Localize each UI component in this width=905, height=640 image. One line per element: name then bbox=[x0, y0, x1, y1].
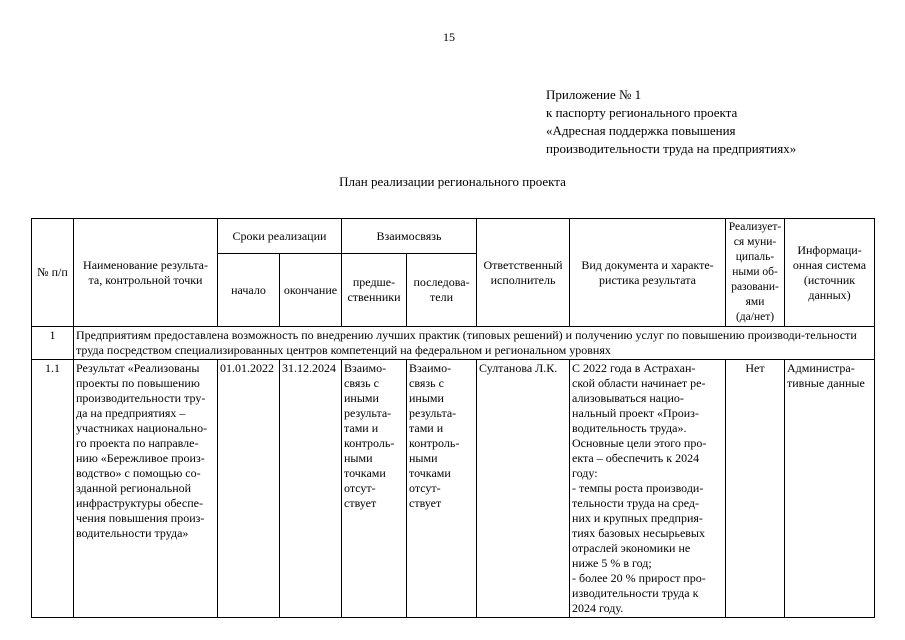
header-name: Наименование результа- та, контрольной точки bbox=[74, 219, 218, 327]
page-number: 15 bbox=[443, 30, 455, 44]
appendix-caption bbox=[546, 86, 796, 158]
implementation-plan-table bbox=[31, 218, 875, 618]
plan-title: План реализации регионального проекта bbox=[339, 174, 566, 189]
appendix-line-2: к паспорту регионального проекта bbox=[546, 105, 738, 120]
row-predecessors: Взаимо- связь с иными результа- тами и контроль- ными точками отсут- ствует bbox=[342, 360, 407, 618]
appendix-line-4: производительности труда на предприятиях» bbox=[546, 141, 797, 156]
row-successors: Взаимо- связь с иными результа- тами и контроль- ными точками отсут- ствует bbox=[407, 360, 477, 618]
appendix-line-3: «Адресная поддержка повышения bbox=[546, 123, 736, 138]
header-terms: Сроки реализации bbox=[218, 219, 342, 254]
row-num: 1.1 bbox=[32, 360, 74, 618]
row-responsible: Султанова Л.К. bbox=[477, 360, 570, 618]
header-num: № п/п bbox=[32, 219, 74, 327]
section-num: 1 bbox=[32, 327, 74, 360]
section-row bbox=[32, 327, 875, 360]
table-row bbox=[32, 360, 875, 618]
row-municipal: Нет bbox=[726, 360, 785, 618]
header-doc-type: Вид документа и характе- ристика результата bbox=[570, 219, 726, 327]
header-end: окончание bbox=[280, 254, 342, 327]
row-name: Результат «Реализованы проекты по повышению производительности тру- да на предприятиях – участниках национально- го проекта по направле- нию «Бережливое произ- водство» с помощью со- зданной региональной инфраструктуры обеспе- чения повышения произ- водительности труда» bbox=[74, 360, 218, 618]
header-relation: Взаимосвязь bbox=[342, 219, 477, 254]
appendix-line-1: Приложение № 1 bbox=[546, 87, 642, 102]
header-predecessors: предше- ственники bbox=[342, 254, 407, 327]
header-successors: последова- тели bbox=[407, 254, 477, 327]
header-info-system: Информаци- онная система (источник данных) bbox=[785, 219, 875, 327]
header-municipal: Реализует- ся муни- ципаль- ными об- разовани- ями (да/нет) bbox=[726, 219, 785, 327]
row-end: 31.12.2024 bbox=[280, 360, 342, 618]
row-doc-type: С 2022 года в Астрахан- ской области начинает ре- ализовываться нацио- нальный проект «Произ- водительность труда». Основные цели этого про- екта – обеспечить к 2024 году: - темпы роста производи- тельности труда на сред- них и крупных предприя- тиях базовых несырьевых отраслей экономики не ниже 5 % в год; - более 20 % прирост про- изводительности труда к 2024 году. bbox=[570, 360, 726, 618]
header-start: начало bbox=[218, 254, 280, 327]
section-text: Предприятиям предоставлена возможность по внедрению лучших практик (типовых решений) и получению услуг по повышению производи-тельности труда посредством специализированных центров компетенций на федеральном и региональном уровнях bbox=[74, 327, 875, 360]
header-responsible: Ответственный исполнитель bbox=[477, 219, 570, 327]
row-start: 01.01.2022 bbox=[218, 360, 280, 618]
row-info-system: Администра- тивные данные bbox=[785, 360, 875, 618]
